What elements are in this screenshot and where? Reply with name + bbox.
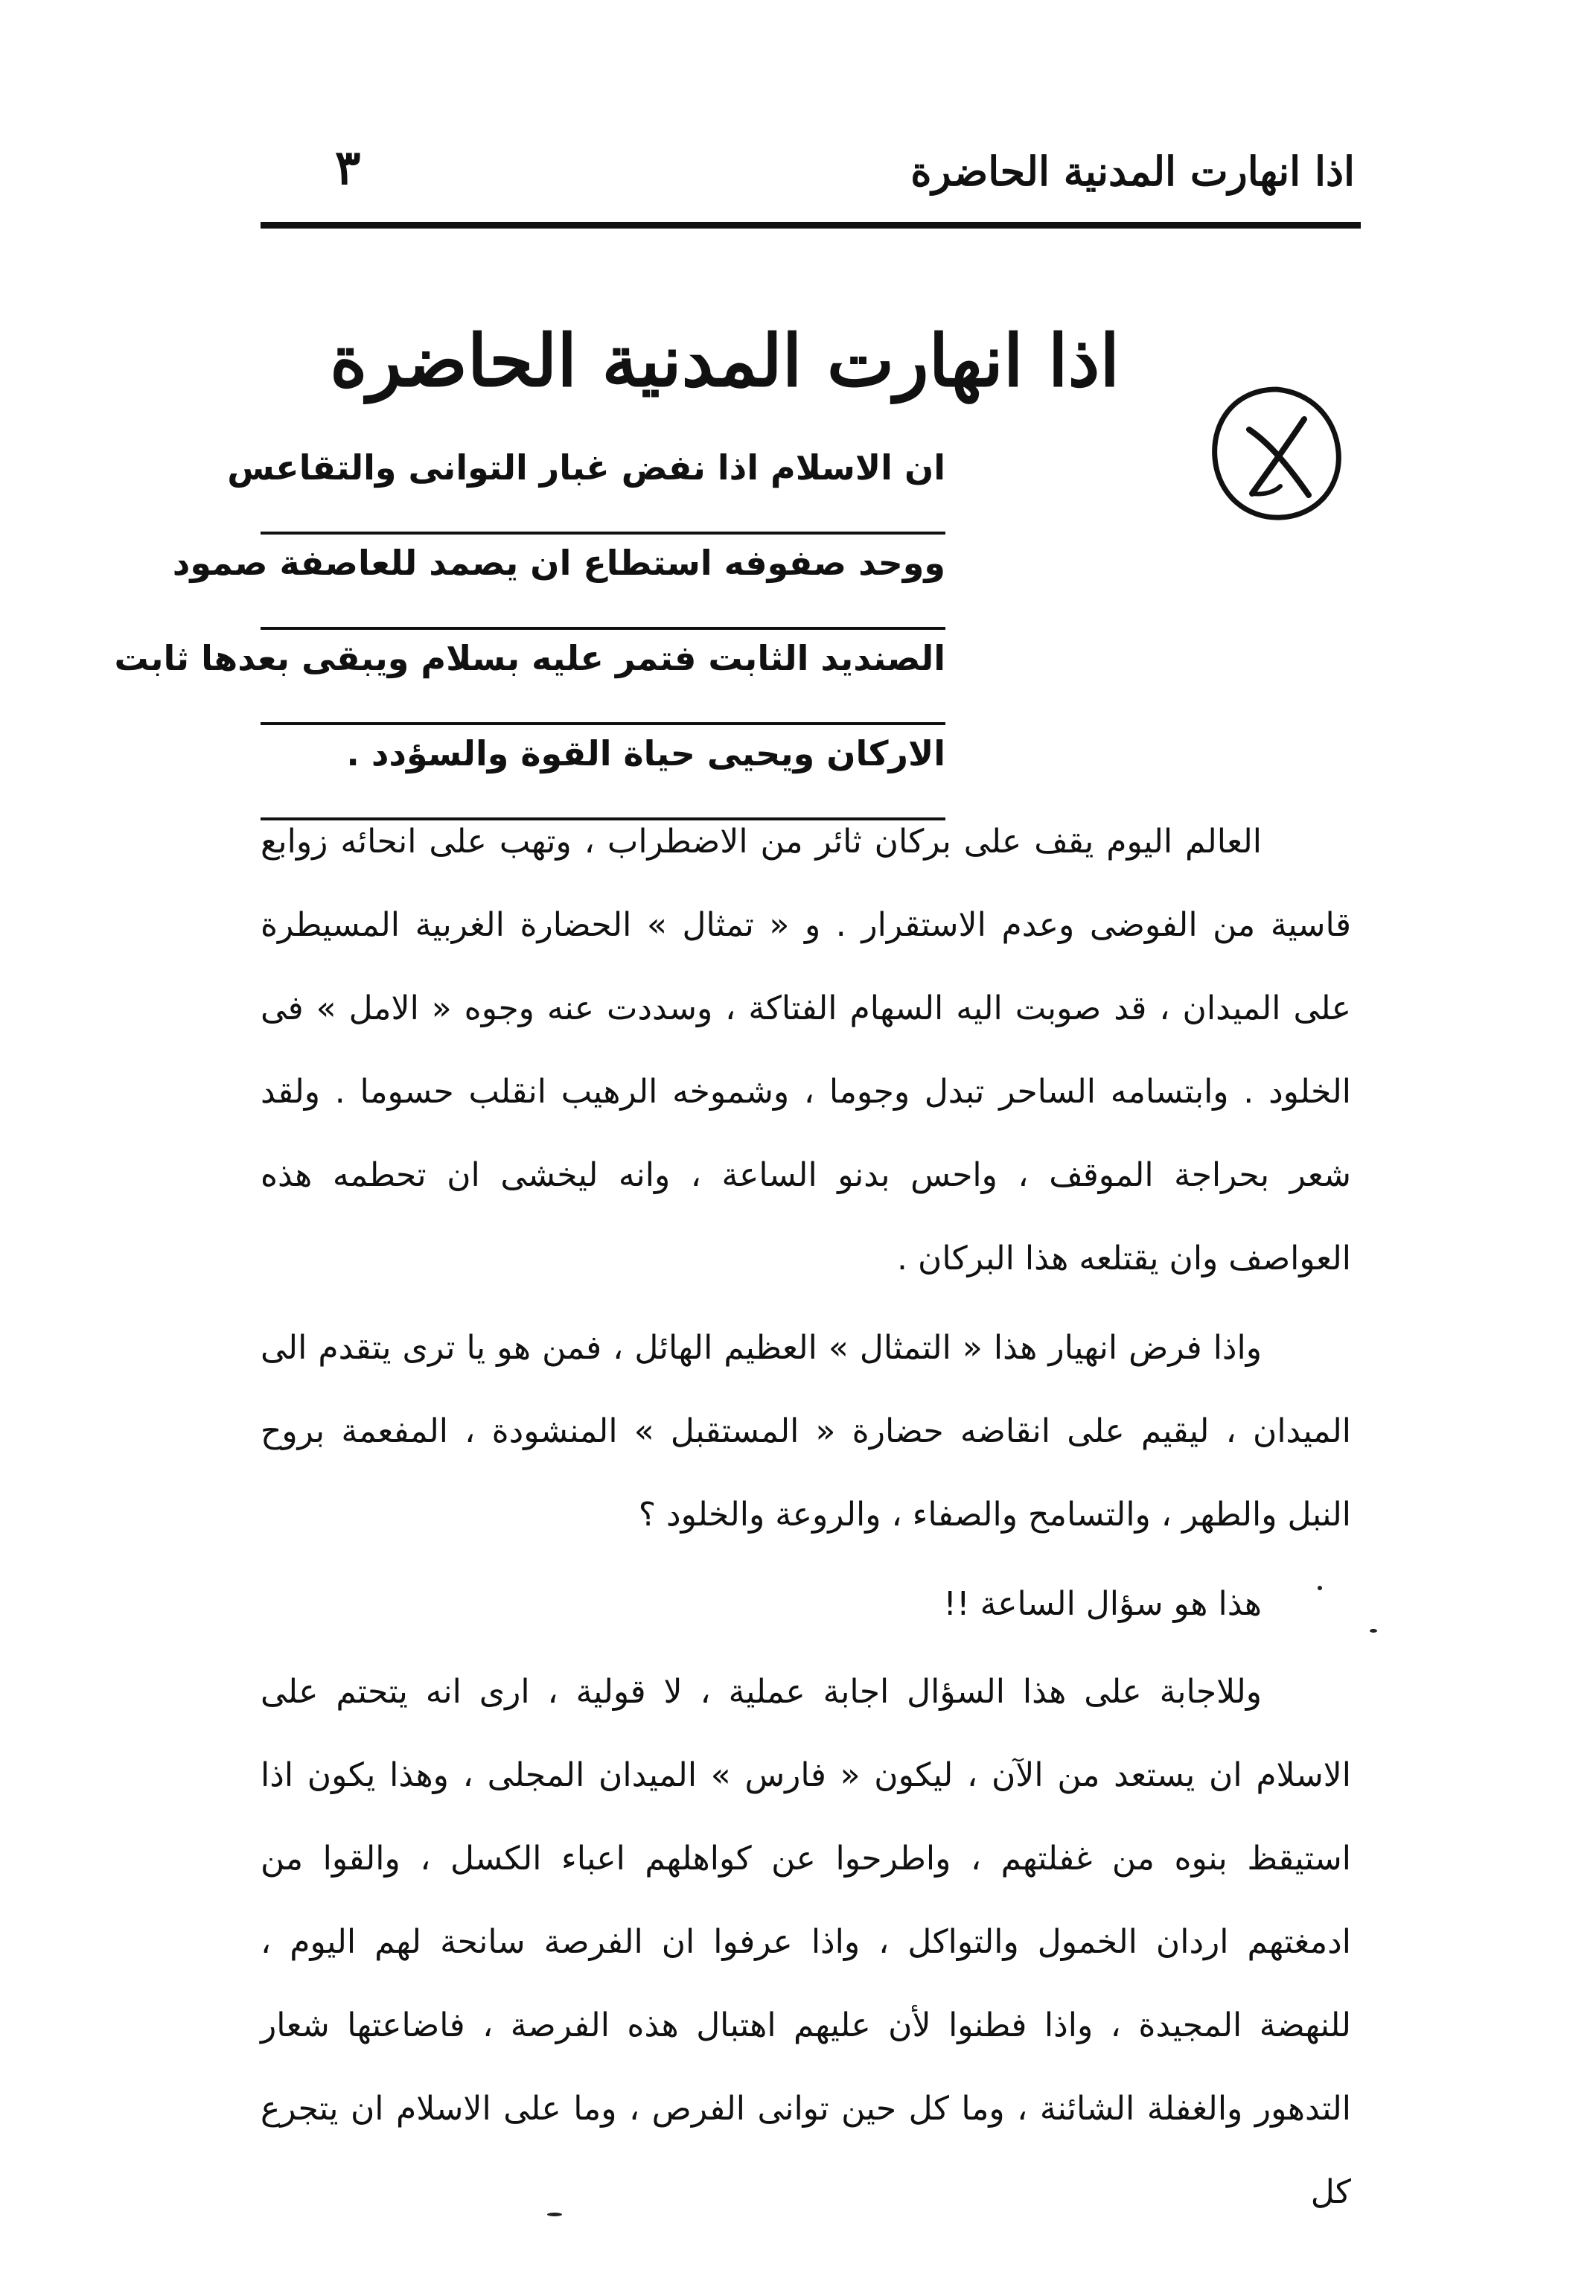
running-title: اذا انهارت المدنية الحاضرة [910,147,1355,195]
epigraph-box [114,439,945,820]
paragraph: هذا هو سؤال الساعة !! [943,1585,1262,1623]
epigraph-line: الصنديد الثابت فتمر عليه بسلام ويبقى بعدها ثابت [261,630,945,725]
epigraph-line: ووحد صفوفه استطاع ان يصمد للعاصفة صمود [261,535,945,630]
running-header [268,134,1355,216]
print-speck [547,2213,562,2216]
body-text [261,800,1351,2240]
paragraph: واذا فرض انهيار هذا « التمثال » العظيم الهائل ، فمن هو يا ترى يتقدم الى الميدان ، ليقيم على انقاضه حضارة « المستقبل » المنشودة ، المفعمة بروح النبل والطهر ، والتسامح والصفاء ، والروعة والخلود ؟ [261,1329,1351,1534]
header-rule [261,222,1361,229]
epigraph-line: الاركان ويحيى حياة القوة والسؤدد . [261,725,945,820]
page-number: ٣ [335,140,361,196]
chapter-title: اذا انهارت المدنية الحاضرة [330,319,1120,403]
print-speck [1370,1629,1377,1633]
epigraph-line: ان الاسلام اذا نفض غبار التوانى والتقاعس [261,439,945,535]
paragraph: وللاجابة على هذا السؤال اجابة عملية ، لا قولية ، ارى انه يتحتم على الاسلام ان يستعد من الآن ، ليكون « فارس » الميدان المجلى ، وهذا يكون اذا استيقظ بنوه من غفلتهم ، واطرحوا عن كواهلهم اعباء الكسل ، والقوا من ادمغتهم اردان الخمول والتواكل ، واذا عرفوا ان الفرصة سانحة لهم اليوم ، للنهضة المجيدة ، واذا فطنوا لأن عليهم اهتبال هذه الفرصة ، فاضاعتها شعار التدهور والغفلة الشائنة ، وما كل حين توانى الفرص ، وما على الاسلام ان يتجرع كل [261,1673,1351,2211]
handwritten-circle-mark [1206,383,1347,525]
paragraph: العالم اليوم يقف على بركان ثائر من الاضطراب ، وتهب على انحائه زوابع قاسية من الفوضى وعدم الاستقرار . و « تمثال » الحضارة الغربية المسيطرة على الميدان ، قد صوبت اليه السهام الفتاكة ، وسددت عنه وجوه « الامل » فى الخلود . وابتسامه الساحر تبدل وجوما ، وشموخه الرهيب انقلب حسوما . ولقد شعر بحراجة الموقف ، واحس بدنو الساعة ، وانه ليخشى ان تحطمه هذه العواصف وان يقتلعه هذا البركان . [261,823,1351,1278]
print-speck [1318,1586,1322,1590]
